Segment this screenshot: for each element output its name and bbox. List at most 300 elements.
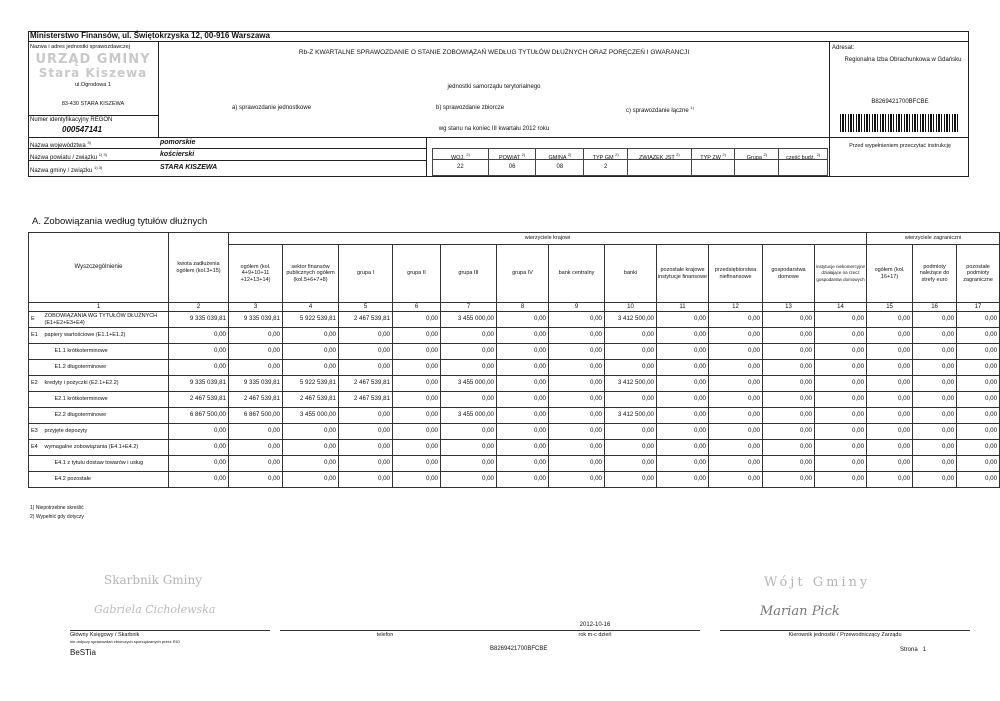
- cell-value: 0,00: [339, 360, 393, 376]
- cell-value: 0,00: [763, 440, 815, 456]
- cell-value: 0,00: [763, 456, 815, 472]
- code-box-label: GMINA $^{2)}$: [536, 149, 583, 160]
- row-label: E2.2 długoterminowe: [43, 408, 169, 424]
- voivodeship-value: pomorskie: [160, 139, 196, 146]
- column-number: 9: [549, 303, 605, 312]
- cell-value: 0,00: [393, 376, 441, 392]
- office-stamp-line1: URZĄD GMINY: [35, 52, 151, 67]
- code-box-value: 08: [556, 164, 564, 170]
- column-header: bank centralny: [549, 245, 605, 303]
- treasurer-name: Gabriela Cichołewska: [94, 603, 216, 616]
- code-box-value: 06: [508, 164, 516, 170]
- cell-value: 0,00: [549, 376, 605, 392]
- table-row: [29, 360, 1000, 376]
- column-number: 3: [229, 303, 283, 312]
- column-number: 17: [957, 303, 1000, 312]
- cell-value: 0,00: [763, 424, 815, 440]
- row-label: kredyty i pożyczki (E2.1+E2.2): [43, 376, 169, 392]
- cell-value: 0,00: [657, 456, 709, 472]
- cell-value: 0,00: [815, 472, 867, 488]
- cell-value: 0,00: [867, 408, 913, 424]
- cell-value: 0,00: [339, 424, 393, 440]
- cell-value: 0,00: [229, 456, 283, 472]
- cell-value: 0,00: [169, 472, 229, 488]
- cell-value: 0,00: [339, 344, 393, 360]
- cell-value: 0,00: [763, 312, 815, 328]
- mayor-label: Kierownik jednostki / Przewodniczący Zarządu: [788, 632, 902, 638]
- cell-value: 0,00: [657, 472, 709, 488]
- cell-value: 3 455 000,00: [441, 408, 497, 424]
- cell-value: 0,00: [393, 472, 441, 488]
- cell-value: 0,00: [283, 472, 339, 488]
- cell-value: 0,00: [957, 456, 1000, 472]
- column-header: przedsiębiorstwa niefinansowe: [709, 245, 763, 303]
- cell-value: 0,00: [913, 328, 957, 344]
- footnote-2: 2) Wypełnić gdy dotyczy: [30, 514, 84, 520]
- cell-value: 2 467 539,81: [169, 392, 229, 408]
- column-number: 15: [867, 303, 913, 312]
- group-domestic: wierzyciele krajowi: [229, 233, 867, 245]
- section-a-title: A. Zobowiązania według tytułów dłużnych: [32, 216, 208, 227]
- cell-value: 0,00: [763, 360, 815, 376]
- cell-value: 0,00: [815, 456, 867, 472]
- row-code: E3: [29, 424, 43, 440]
- ministry-address: Ministerstwo Finansów, ul. Świętokrzyska 12, 00-916 Warszawa: [28, 31, 969, 42]
- cell-value: 0,00: [867, 312, 913, 328]
- cell-value: 2 467 539,81: [283, 392, 339, 408]
- row-label: przyjęte depozyty: [43, 424, 169, 440]
- cell-value: 0,00: [867, 456, 913, 472]
- cell-value: 0,00: [913, 472, 957, 488]
- cell-value: 0,00: [283, 360, 339, 376]
- code-box-value: [735, 160, 778, 175]
- cell-value: 0,00: [229, 440, 283, 456]
- column-header: instytucje niekomercyjne działające na rzecz gospodarstw domowych: [815, 245, 867, 303]
- code-box-value: [692, 160, 735, 175]
- column-number: 13: [763, 303, 815, 312]
- cell-value: 0,00: [867, 472, 913, 488]
- cell-value: 0,00: [497, 456, 549, 472]
- cell-value: 0,00: [605, 456, 657, 472]
- regon-label: Numer identyfikacyjny REGON: [30, 117, 113, 123]
- column-header: grupa II: [393, 245, 441, 303]
- code-box-value: [779, 160, 827, 175]
- cell-value: 0,00: [393, 360, 441, 376]
- footnote-1: 1) Niepotrzebne skreślić: [30, 505, 84, 511]
- cell-value: 0,00: [605, 392, 657, 408]
- cell-value: 0,00: [763, 408, 815, 424]
- row-code: E4: [29, 440, 43, 456]
- cell-value: 0,00: [283, 344, 339, 360]
- cell-value: 9 335 039,81: [169, 312, 229, 328]
- treasurer-sub: nie dotyczy sprawozdań zbiorczych sporządzanych przez RIO: [70, 639, 180, 644]
- cell-value: 0,00: [709, 408, 763, 424]
- cell-value: 0,00: [709, 328, 763, 344]
- cell-value: 0,00: [815, 312, 867, 328]
- column-header: sektor finansów publicznych ogółem (kol.5+6+7+8): [283, 245, 339, 303]
- cell-value: 3 412 500,00: [605, 312, 657, 328]
- code-box-value: 2: [603, 164, 608, 170]
- cell-value: 0,00: [709, 424, 763, 440]
- cell-value: 0,00: [441, 328, 497, 344]
- cell-value: 0,00: [867, 424, 913, 440]
- cell-value: 0,00: [229, 472, 283, 488]
- cell-value: 0,00: [657, 328, 709, 344]
- cell-value: 0,00: [393, 408, 441, 424]
- cell-value: 0,00: [709, 344, 763, 360]
- cell-value: 0,00: [283, 424, 339, 440]
- cell-value: 0,00: [913, 360, 957, 376]
- cell-value: 3 455 000,00: [441, 312, 497, 328]
- row-code: [29, 472, 43, 488]
- cell-value: 0,00: [657, 440, 709, 456]
- office-stamp-line2: Stara Kiszewa: [38, 66, 148, 80]
- cell-value: 0,00: [913, 392, 957, 408]
- cell-value: 0,00: [441, 456, 497, 472]
- code-box: [433, 149, 489, 175]
- row-code: E2: [29, 376, 43, 392]
- column-number: 10: [605, 303, 657, 312]
- code-box-label: POWIAT $^{2)}$: [489, 149, 536, 160]
- row-code: E1: [29, 328, 43, 344]
- barcode-image: [840, 114, 960, 132]
- cell-value: 3 412 500,00: [605, 408, 657, 424]
- column-header: pozostałe podmioty zagraniczne: [957, 245, 1000, 303]
- unit-street: ul.Ogrodowa 1: [75, 82, 111, 88]
- code-box-label: Grupa $^{2)}$: [735, 149, 778, 160]
- code-box-label: WOJ. $^{2)}$: [433, 149, 488, 160]
- regon-value: 000547141: [62, 125, 103, 134]
- cell-value: 0,00: [763, 392, 815, 408]
- county-value: kościerski: [160, 151, 195, 158]
- cell-value: 0,00: [441, 424, 497, 440]
- cell-value: 2 467 539,81: [339, 376, 393, 392]
- cell-value: 0,00: [709, 360, 763, 376]
- cell-value: 0,00: [957, 328, 1000, 344]
- column-header: grupa I: [339, 245, 393, 303]
- cell-value: 0,00: [957, 312, 1000, 328]
- cell-value: 0,00: [815, 440, 867, 456]
- cell-value: 0,00: [497, 344, 549, 360]
- liabilities-table: [28, 232, 1000, 488]
- cell-value: 0,00: [497, 440, 549, 456]
- cell-value: 0,00: [549, 456, 605, 472]
- cell-value: 0,00: [913, 424, 957, 440]
- cell-value: 6 867 500,00: [229, 408, 283, 424]
- county-label: Nazwa powiatu / związku $^{1) 3)}$: [30, 152, 107, 161]
- column-number: 12: [709, 303, 763, 312]
- row-code: E: [29, 312, 43, 328]
- cell-value: 0,00: [815, 424, 867, 440]
- adresat-value: Regionalna Izba Obrachunkowa w Gdańsku: [844, 57, 962, 63]
- cell-value: 0,00: [763, 328, 815, 344]
- cell-value: 0,00: [867, 360, 913, 376]
- cell-value: 0,00: [339, 408, 393, 424]
- cell-value: 0,00: [957, 472, 1000, 488]
- cell-value: 0,00: [229, 328, 283, 344]
- cell-value: 0,00: [497, 360, 549, 376]
- column-header: grupa III: [441, 245, 497, 303]
- option-c: c) sprawozdanie łączne $^{1)}$: [626, 105, 694, 114]
- cell-value: 0,00: [709, 312, 763, 328]
- code-box-value: 22: [457, 164, 464, 170]
- cell-value: 0,00: [605, 344, 657, 360]
- row-label: papiery wartościowe (E1.1+E1.2): [43, 328, 169, 344]
- instruction-note: Przed wypełnieniem przeczytać instrukcję: [849, 143, 951, 149]
- cell-value: 0,00: [169, 456, 229, 472]
- row-label: E1.2 długoterminowe: [43, 360, 169, 376]
- report-period: wg stanu na koniec III kwartału 2012 roku: [438, 126, 550, 132]
- cell-value: 0,00: [549, 360, 605, 376]
- cell-value: 0,00: [549, 440, 605, 456]
- treasurer-stamp: Skarbnik Gminy: [104, 573, 203, 587]
- cell-value: 0,00: [709, 376, 763, 392]
- cell-value: 0,00: [957, 408, 1000, 424]
- cell-value: 0,00: [957, 424, 1000, 440]
- cell-value: 6 867 500,00: [169, 408, 229, 424]
- cell-value: 0,00: [393, 440, 441, 456]
- cell-value: 0,00: [549, 312, 605, 328]
- cell-value: 0,00: [549, 328, 605, 344]
- code-box-label: TYP ZW $^{2)}$: [692, 149, 735, 160]
- page-number: Strona 1: [900, 647, 927, 653]
- cell-value: 0,00: [957, 376, 1000, 392]
- cell-value: 0,00: [169, 344, 229, 360]
- col-wyszczegolnienie: Wyszczególnienie: [29, 233, 169, 303]
- cell-value: 0,00: [169, 360, 229, 376]
- column-header: grupa IV: [497, 245, 549, 303]
- cell-value: 0,00: [815, 328, 867, 344]
- cell-value: 0,00: [497, 376, 549, 392]
- code-box-label: ZWIĄZEK JST $^{2)}$: [628, 149, 691, 160]
- cell-value: 9 335 039,81: [169, 376, 229, 392]
- cell-value: 0,00: [229, 360, 283, 376]
- cell-value: 0,00: [605, 424, 657, 440]
- cell-value: 0,00: [913, 440, 957, 456]
- cell-value: 0,00: [957, 440, 1000, 456]
- cell-value: 0,00: [497, 408, 549, 424]
- row-code: [29, 344, 43, 360]
- table-row: [29, 472, 1000, 488]
- cell-value: 0,00: [169, 328, 229, 344]
- row-label: E2.1 krótkoterminowe: [43, 392, 169, 408]
- col-kwota: kwota zadłużenia ogółem (kol.3+15): [169, 233, 229, 303]
- cell-value: 0,00: [867, 440, 913, 456]
- code-box: [779, 149, 827, 175]
- gmina-value: STARA KISZEWA: [160, 164, 218, 171]
- cell-value: 0,00: [393, 424, 441, 440]
- phone-label: telefon: [376, 632, 394, 638]
- report-date: 2012-10-16: [579, 622, 611, 628]
- code-box-value: [628, 160, 691, 175]
- cell-value: 0,00: [549, 392, 605, 408]
- cell-value: 0,00: [169, 424, 229, 440]
- row-code: [29, 392, 43, 408]
- cell-value: 0,00: [709, 472, 763, 488]
- table-row: [29, 392, 1000, 408]
- cell-value: 0,00: [763, 376, 815, 392]
- cell-value: 5 922 539,81: [283, 312, 339, 328]
- cell-value: 0,00: [283, 456, 339, 472]
- report-title: Rb-Z KWARTALNE SPRAWOZDANIE O STANIE ZOBOWIĄZAŃ WEDŁUG TYTUŁÓW DŁUŻNYCH ORAZ PORĘCZEŃ I GWARANCJI: [298, 49, 690, 56]
- cell-value: 0,00: [229, 424, 283, 440]
- cell-value: 0,00: [393, 392, 441, 408]
- cell-value: 0,00: [605, 440, 657, 456]
- code-box: [735, 149, 779, 175]
- cell-value: 0,00: [763, 472, 815, 488]
- cell-value: 0,00: [549, 472, 605, 488]
- cell-value: 0,00: [339, 456, 393, 472]
- cell-value: 0,00: [867, 376, 913, 392]
- cell-value: 0,00: [815, 344, 867, 360]
- report-subtitle: jednostki samorządu terytorialnego: [447, 84, 541, 90]
- unit-label: Nazwa i adres jednostki sprawozdawczej: [30, 44, 130, 50]
- group-foreign: wierzyciele zagraniczni: [867, 233, 1000, 245]
- cell-value: 0,00: [913, 376, 957, 392]
- cell-value: 0,00: [497, 312, 549, 328]
- bestia-label: BeSTia: [70, 648, 96, 657]
- row-code: [29, 360, 43, 376]
- row-code: [29, 456, 43, 472]
- column-header: podmioty należące do strefy euro: [913, 245, 957, 303]
- code-box: [584, 149, 628, 175]
- cell-value: 5 922 539,81: [283, 376, 339, 392]
- cell-value: 0,00: [815, 408, 867, 424]
- cell-value: 0,00: [957, 392, 1000, 408]
- document-code: B8269421700BFCBE: [871, 99, 929, 105]
- unit-postal: 83-430 STARA KISZEWA: [61, 101, 125, 107]
- cell-value: 0,00: [283, 440, 339, 456]
- cell-value: 0,00: [497, 472, 549, 488]
- mayor-stamp: Wójt Gminy: [764, 575, 871, 590]
- cell-value: 0,00: [497, 328, 549, 344]
- row-label: wymagalne zobowiązania (E4.1+E4.2): [43, 440, 169, 456]
- cell-value: 2 467 539,81: [339, 392, 393, 408]
- cell-value: 0,00: [657, 360, 709, 376]
- cell-value: 2 467 539,81: [229, 392, 283, 408]
- cell-value: 0,00: [657, 408, 709, 424]
- cell-value: 0,00: [283, 328, 339, 344]
- column-header: ogółem (kol. 4+9+10+11 +12+13+14): [229, 245, 283, 303]
- code-box: [628, 149, 692, 175]
- cell-value: 0,00: [709, 392, 763, 408]
- cell-value: 0,00: [441, 360, 497, 376]
- column-number: 16: [913, 303, 957, 312]
- treasurer-label: Główny Księgowy / Skarbnik: [70, 632, 140, 638]
- cell-value: 0,00: [393, 312, 441, 328]
- cell-value: 0,00: [815, 392, 867, 408]
- cell-value: 0,00: [497, 392, 549, 408]
- column-header: ogółem (kol. 16+17): [867, 245, 913, 303]
- footer-code: B8269421700BFCBE: [490, 646, 548, 652]
- cell-value: 0,00: [913, 312, 957, 328]
- column-header: pozostałe krajowe instytucje finansowe: [657, 245, 709, 303]
- cell-value: 0,00: [957, 360, 1000, 376]
- adresat-label: Adresat:: [832, 45, 855, 51]
- cell-value: 0,00: [605, 472, 657, 488]
- cell-value: 0,00: [913, 344, 957, 360]
- cell-value: 0,00: [549, 344, 605, 360]
- table-row: [29, 344, 1000, 360]
- column-number: 2: [169, 303, 229, 312]
- column-number: 4: [283, 303, 339, 312]
- cell-value: 0,00: [763, 344, 815, 360]
- territorial-codes: [432, 148, 828, 176]
- code-box: [536, 149, 584, 175]
- column-header: gospodarstwa domowe: [763, 245, 815, 303]
- table-row: [29, 424, 1000, 440]
- cell-value: 0,00: [957, 344, 1000, 360]
- code-box-label: TYP GM $^{2)}$: [584, 149, 627, 160]
- cell-value: 0,00: [441, 472, 497, 488]
- cell-value: 0,00: [657, 344, 709, 360]
- row-label: E4.2 pozostałe: [43, 472, 169, 488]
- code-box-label: część budż. $^{2)}$: [779, 149, 827, 160]
- column-number: 6: [393, 303, 441, 312]
- cell-value: 0,00: [709, 440, 763, 456]
- option-b: b) sprawozdanie zbiorcze: [436, 105, 505, 111]
- cell-value: 0,00: [549, 424, 605, 440]
- column-number: 14: [815, 303, 867, 312]
- gmina-label: Nazwa gminy / związku $^{1) 3)}$: [30, 165, 103, 174]
- table-row: [29, 440, 1000, 456]
- cell-value: 0,00: [867, 328, 913, 344]
- cell-value: 0,00: [339, 440, 393, 456]
- cell-value: 0,00: [815, 360, 867, 376]
- cell-value: 0,00: [441, 440, 497, 456]
- row-label: E1.1 krótkoterminowe: [43, 344, 169, 360]
- column-header: banki: [605, 245, 657, 303]
- cell-value: 0,00: [913, 456, 957, 472]
- cell-value: 0,00: [549, 408, 605, 424]
- option-a: a) sprawozdanie jednostkowe: [232, 105, 312, 111]
- cell-value: 0,00: [709, 456, 763, 472]
- cell-value: 0,00: [393, 328, 441, 344]
- cell-value: 0,00: [605, 328, 657, 344]
- cell-value: 0,00: [169, 440, 229, 456]
- cell-value: 9 335 039,81: [229, 312, 283, 328]
- voivodeship-label: Nazwa województwa $^{3)}$: [30, 140, 91, 149]
- code-box: [489, 149, 537, 175]
- cell-value: 0,00: [229, 344, 283, 360]
- cell-value: 0,00: [815, 376, 867, 392]
- cell-value: 0,00: [605, 360, 657, 376]
- column-number: 11: [657, 303, 709, 312]
- cell-value: 0,00: [497, 424, 549, 440]
- cell-value: 0,00: [657, 312, 709, 328]
- cell-value: 0,00: [867, 344, 913, 360]
- cell-value: 3 455 000,00: [283, 408, 339, 424]
- mayor-signature: Marian Pick: [760, 604, 840, 619]
- cell-value: 0,00: [441, 344, 497, 360]
- cell-value: 0,00: [393, 456, 441, 472]
- table-row: [29, 312, 1000, 328]
- cell-value: 0,00: [657, 424, 709, 440]
- cell-value: 0,00: [393, 344, 441, 360]
- cell-value: 3 455 000,00: [441, 376, 497, 392]
- cell-value: 0,00: [913, 408, 957, 424]
- cell-value: 0,00: [867, 392, 913, 408]
- row-label: ZOBOWIĄZANIA WG TYTUŁÓW DŁUŻNYCH (E1+E2+E3+E4): [43, 312, 169, 328]
- row-label: E4.1 z tytułu dostaw towarów i usług: [43, 456, 169, 472]
- column-number: 8: [497, 303, 549, 312]
- code-box: [692, 149, 736, 175]
- table-row: [29, 456, 1000, 472]
- table-row: [29, 376, 1000, 392]
- table-row: [29, 328, 1000, 344]
- column-number: 7: [441, 303, 497, 312]
- date-label: rok m-c dzień: [578, 632, 612, 638]
